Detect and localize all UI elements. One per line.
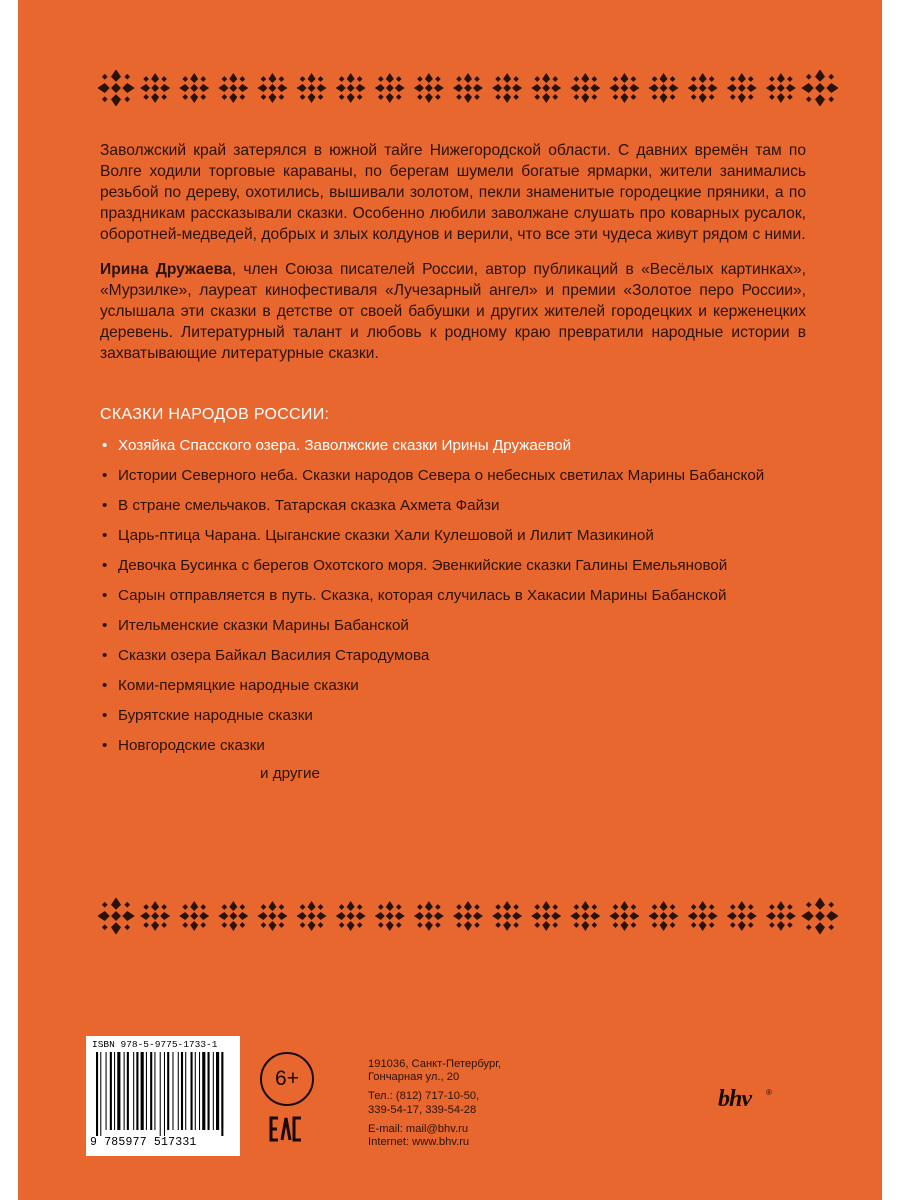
- series-item: [100, 675, 806, 696]
- series-item: [100, 435, 806, 456]
- series-item-text: Коми-пермяцкие народные сказки: [118, 677, 359, 694]
- address-phone: 339-54-17, 339-54-28: [368, 1103, 477, 1116]
- series-item: [100, 615, 806, 636]
- series-item: [100, 645, 806, 666]
- barcode-icon: [86, 1036, 240, 1156]
- series-item-text: Сарын отправляется в путь. Сказка, которая случилась в Хакасии Марины Бабанской: [118, 587, 727, 604]
- bullet-icon: •: [102, 527, 108, 544]
- series-item-text: В стране смельчаков. Татарская сказка Ахмета Файзи: [118, 497, 500, 514]
- series-list: [100, 404, 806, 784]
- bullet-icon: •: [102, 557, 108, 574]
- series-item-text: Бурятские народные сказки: [118, 707, 313, 724]
- bhv-logo-icon: [716, 1086, 786, 1118]
- series-more: и другие: [260, 765, 320, 782]
- address-email: E-mail: mail@bhv.ru: [368, 1122, 469, 1135]
- series-item-text: Царь-птица Чарана. Цыганские сказки Хали Кулешовой и Лилит Мазикиной: [118, 527, 654, 544]
- bullet-icon: •: [102, 467, 108, 484]
- series-item: [100, 495, 806, 516]
- barcode-digits: 9 785977 517331: [90, 1136, 197, 1149]
- bullet-icon: •: [102, 617, 108, 634]
- book-description: [100, 140, 806, 378]
- eac-icon: [268, 1115, 304, 1143]
- series-item-text: Новгородские сказки: [118, 737, 265, 754]
- series-title: СКАЗКИ НАРОДОВ РОССИИ:: [100, 406, 330, 423]
- bullet-icon: •: [102, 587, 108, 604]
- bullet-icon: •: [102, 707, 108, 724]
- age-rating-badge: 6+: [260, 1052, 314, 1106]
- author-name: Ирина Дружаева: [100, 261, 232, 278]
- address-line: Гончарная ул., 20: [368, 1071, 460, 1084]
- description-paragraph: Заволжский край затерялся в южной тайге Нижегородской области. С давних времён там по Волге ходили торговые караваны, по берегам шумели богатые ярмарки, жители занимались резьбой по дереву, охотились, вышивали золотом, пекли знаменитые городецкие пряники, а по праздникам рассказывали сказки. Особенно любили заволжане слушать про коварных русалок, оборотней-медведей, добрых и злых колдунов и верили, что все эти чудеса живут рядом с ними.: [100, 142, 806, 243]
- series-item: [100, 585, 806, 606]
- top-ornament-icon: [98, 70, 838, 106]
- series-item-text: Сказки озера Байкал Василия Стародумова: [118, 647, 430, 664]
- bullet-icon: •: [102, 647, 108, 664]
- series-item: [100, 555, 806, 576]
- bhv-logo-text: bhv: [718, 1086, 751, 1112]
- series-item-text: Девочка Бусинка с берегов Охотского моря. Эвенкийские сказки Галины Емельяновой: [118, 557, 728, 574]
- address-phone: Тел.: (812) 717-10-50,: [368, 1090, 480, 1103]
- series-items: [100, 435, 806, 756]
- series-item: [100, 705, 806, 726]
- registered-mark: ®: [766, 1088, 772, 1097]
- isbn-label: ISBN 978-5-9775-1733-1: [92, 1039, 218, 1050]
- series-item: [100, 735, 806, 756]
- series-item: [100, 525, 806, 546]
- back-cover: [18, 0, 882, 1200]
- bullet-icon: •: [102, 497, 108, 514]
- bottom-ornament-icon: [98, 898, 838, 934]
- series-item-text: Ительменские сказки Марины Бабанской: [118, 617, 409, 634]
- author-paragraph: [100, 259, 806, 364]
- series-item-text: Хозяйка Спасского озера. Заволжские сказки Ирины Дружаевой: [118, 437, 572, 454]
- series-item-text: Истории Северного неба. Сказки народов Севера о небесных светилах Марины Бабанской: [118, 467, 765, 484]
- address-line: 191036, Санкт-Петербург,: [368, 1058, 502, 1070]
- publisher-address: [368, 1058, 668, 1149]
- bullet-icon: •: [102, 437, 108, 454]
- bullet-icon: •: [102, 677, 108, 694]
- series-item: [100, 465, 806, 486]
- author-bio: , член Союза писателей России, автор публикаций в «Весёлых картинках», «Мурзилке», лауреат кинофестиваля «Лучезарный ангел» и премии «Золотое перо России», услышала эти сказки в детстве от своей бабушки и других жителей городецких и керженецких деревень. Литературный талант и любовь к родному краю превратили народные истории в захватывающие литературные сказки.: [100, 261, 806, 362]
- bullet-icon: •: [102, 737, 108, 754]
- address-web: Internet: www.bhv.ru: [368, 1136, 470, 1149]
